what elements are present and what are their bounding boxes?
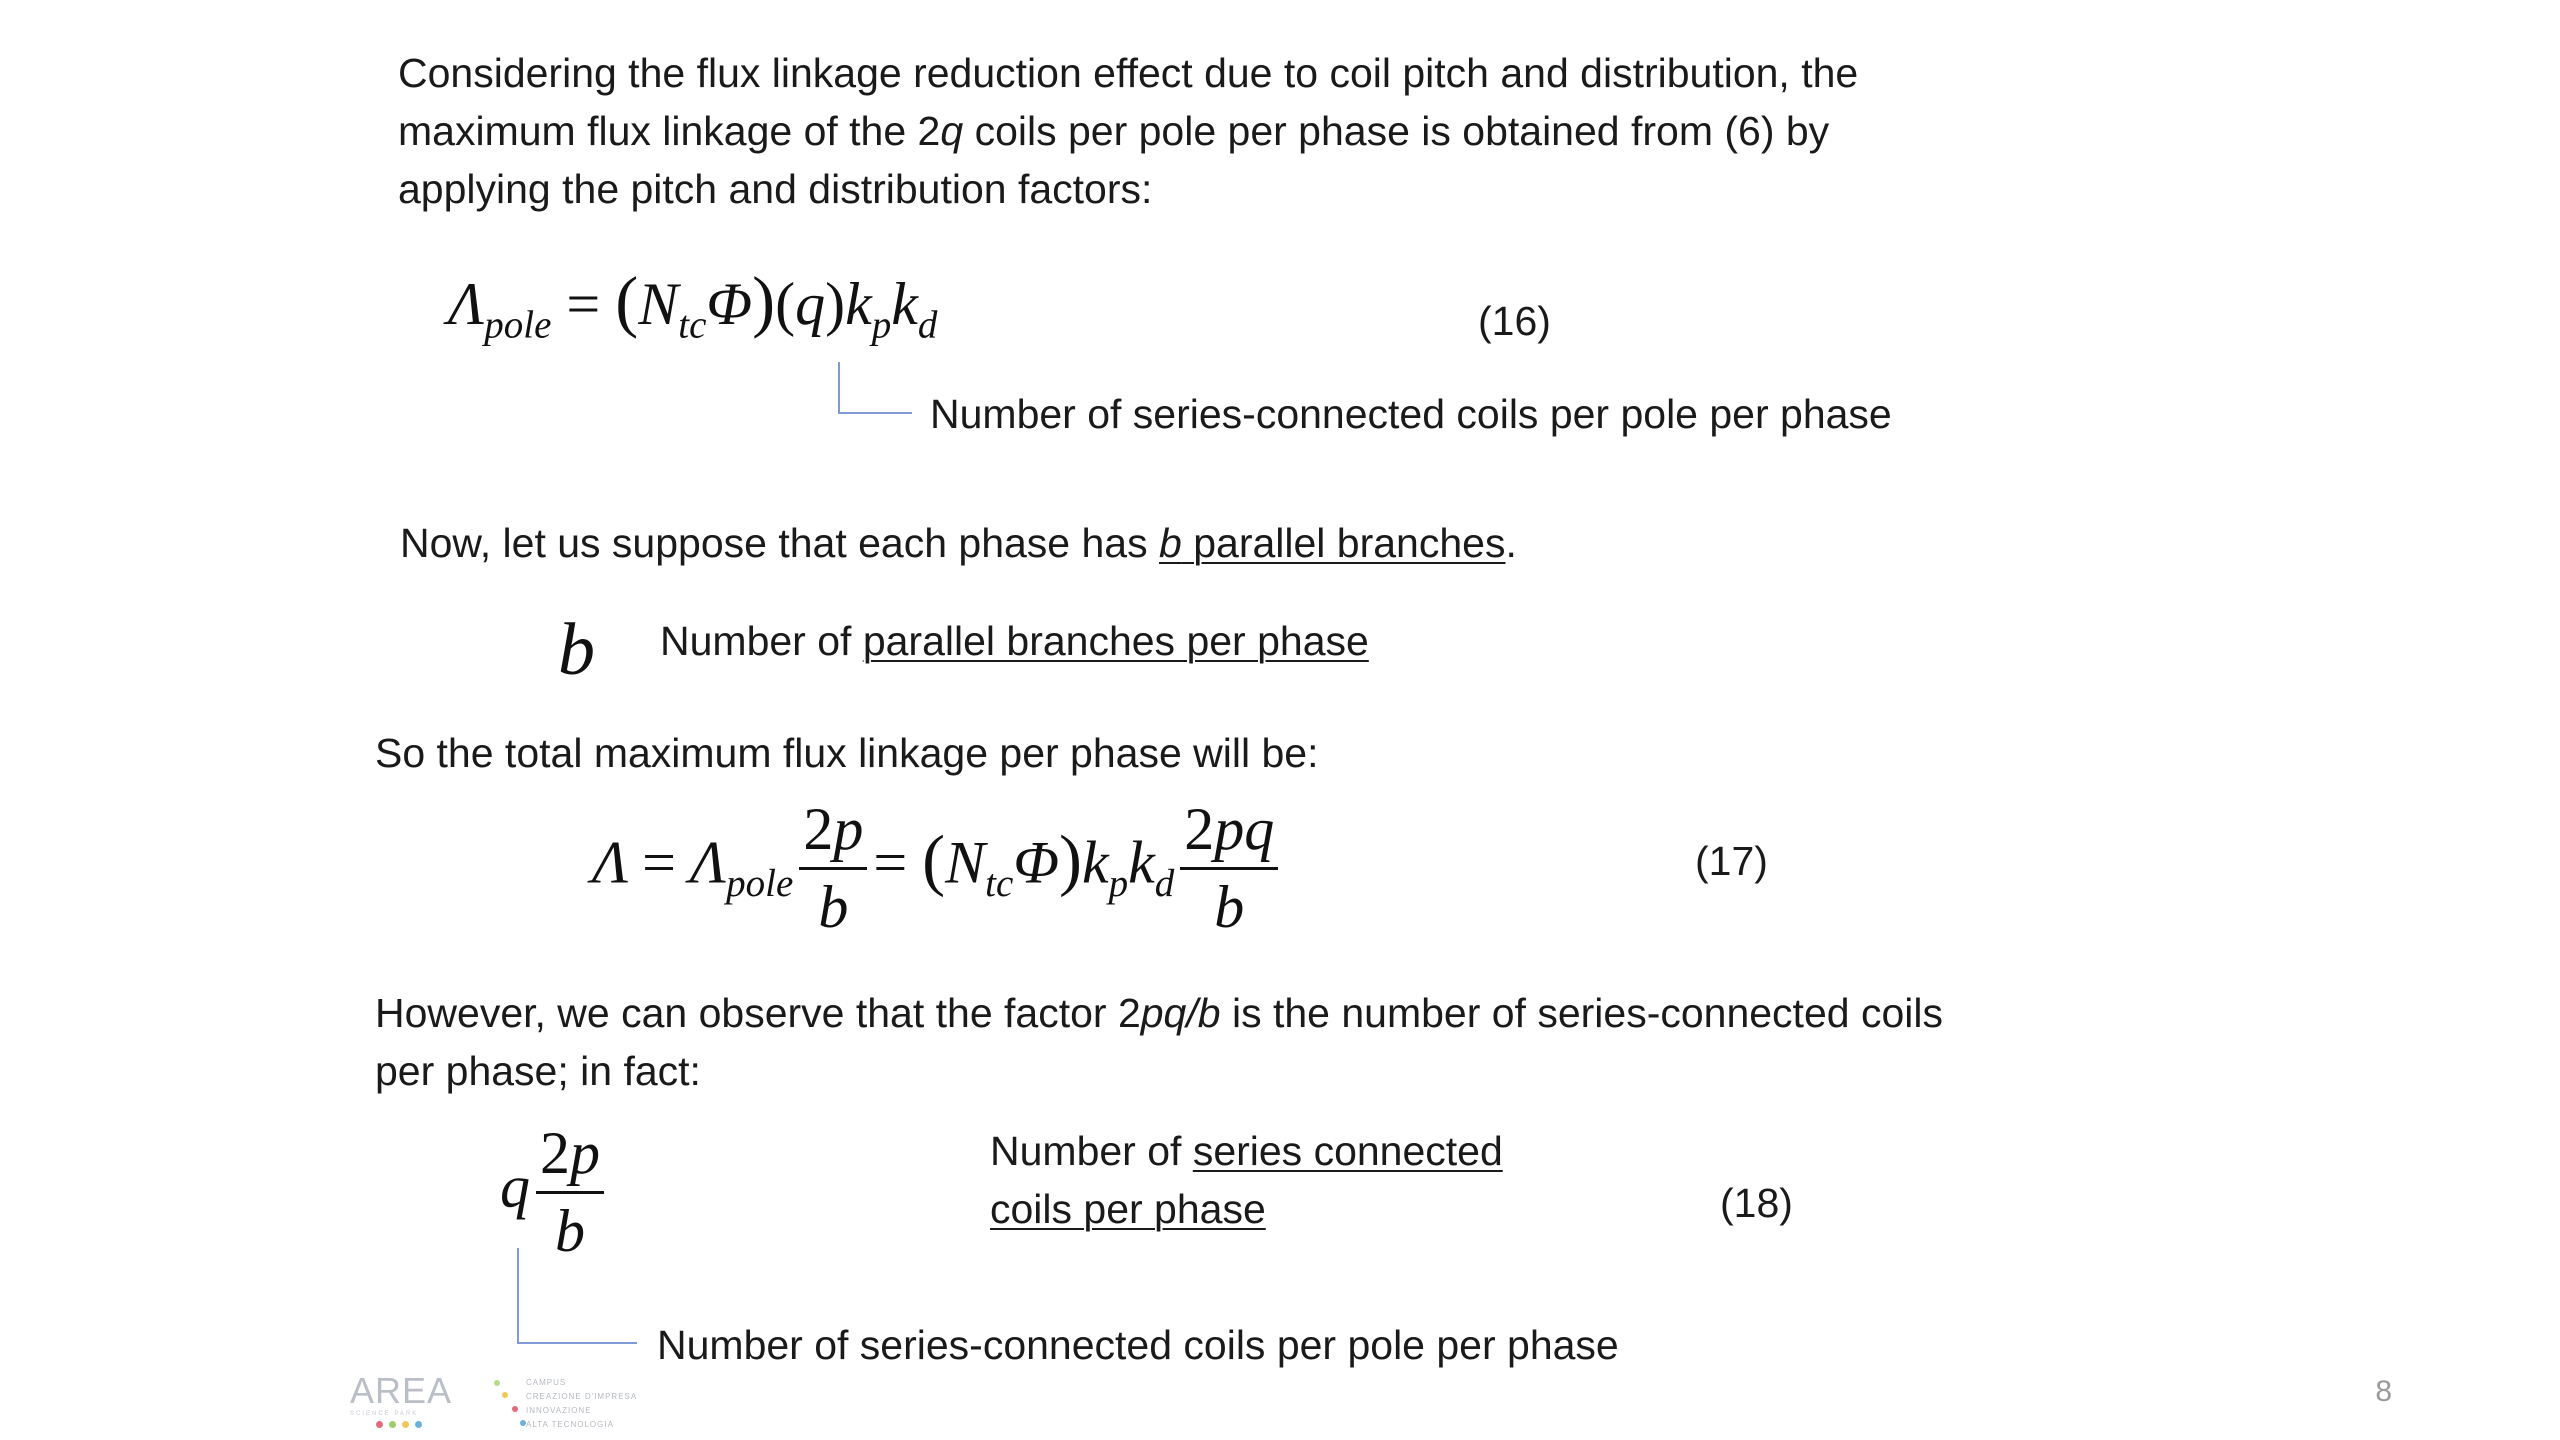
equation-16: $\Lambda_{pole} = (N_{tc}\Phi)(q)k_pk_d$: [448, 263, 938, 347]
intro-line-1: Considering the flux linkage reduction effect due to coil pitch and distribution, the: [398, 50, 1859, 96]
campus-line-2: CREAZIONE D'IMPRESA: [526, 1392, 638, 1401]
campus-line-1: CAMPUS: [526, 1378, 567, 1387]
observe-line-1-end: is the number of series-connected coils: [1220, 990, 1943, 1036]
observe-line-1: [375, 984, 1943, 1042]
eq18-definition-underlined-1: series connected: [1192, 1128, 1503, 1174]
equation-18-number: (18): [1720, 1180, 1793, 1226]
branches-sentence: [400, 514, 1517, 572]
equation-17-number: (17): [1695, 838, 1768, 884]
eq18-definition-line-2: [990, 1180, 1266, 1238]
branches-sentence-underlined: parallel branches: [1181, 520, 1506, 566]
campus-logo: [494, 1376, 644, 1432]
observe-pqb-symbol: pq/b: [1140, 990, 1221, 1036]
b-symbol: b: [558, 609, 595, 691]
eq18-definition-start: Number of: [990, 1128, 1193, 1174]
intro-line-3: applying the pitch and distribution factors:: [398, 166, 1153, 212]
b-definition-underlined: parallel branches per phase: [862, 618, 1369, 664]
observe-line-1-start: However, we can observe that the factor 2: [375, 990, 1141, 1036]
campus-logo-text: [526, 1376, 637, 1432]
equation-18: q $\frac{2p}{b}$: [500, 1122, 610, 1263]
branches-sentence-period: .: [1505, 520, 1517, 566]
observe-line-2: per phase; in fact:: [375, 1048, 701, 1094]
campus-line-3: INNOVAZIONE: [526, 1406, 592, 1415]
b-definition-start: Number of: [660, 618, 863, 664]
page-number: 8: [2375, 1375, 2392, 1408]
equation-17: $\Lambda = \Lambda_{pole}$ $\frac{2p}{b}$ = $(N_{tc}\Phi)k_pk_d$ $\frac{2pq}{b}$: [592, 798, 1284, 939]
intro-line-2: [398, 102, 1829, 160]
eq16-annotation: Number of series-connected coils per pole per phase: [930, 391, 1892, 437]
intro-line-2-start: maximum flux linkage of the 2: [398, 108, 941, 154]
intro-q-symbol: q: [940, 108, 964, 154]
branches-b-symbol: b: [1159, 520, 1182, 566]
eq18-annotation: Number of series-connected coils per pole per phase: [657, 1322, 1619, 1368]
area-logo-text: AREA: [350, 1370, 453, 1411]
eq18-definition-underlined-2: coils per phase: [990, 1186, 1266, 1232]
eq18-q-bracket: [517, 1248, 637, 1344]
eq18-definition-line-1: [990, 1122, 1503, 1180]
intro-line-2-end: coils per pole per phase is obtained from (6) by: [963, 108, 1830, 154]
area-logo-subtext: SCIENCE PARK: [350, 1411, 419, 1417]
area-logo-dots: [376, 1421, 450, 1428]
eq16-q-bracket: [838, 362, 912, 414]
branches-sentence-start: Now, let us suppose that each phase has: [400, 520, 1160, 566]
campus-line-4: ALTA TECNOLOGIA: [526, 1420, 614, 1429]
area-logo: [350, 1370, 453, 1430]
equation-16-number: (16): [1478, 298, 1551, 344]
b-definition: [660, 612, 1369, 670]
total-sentence: So the total maximum flux linkage per phase will be:: [375, 730, 1319, 776]
